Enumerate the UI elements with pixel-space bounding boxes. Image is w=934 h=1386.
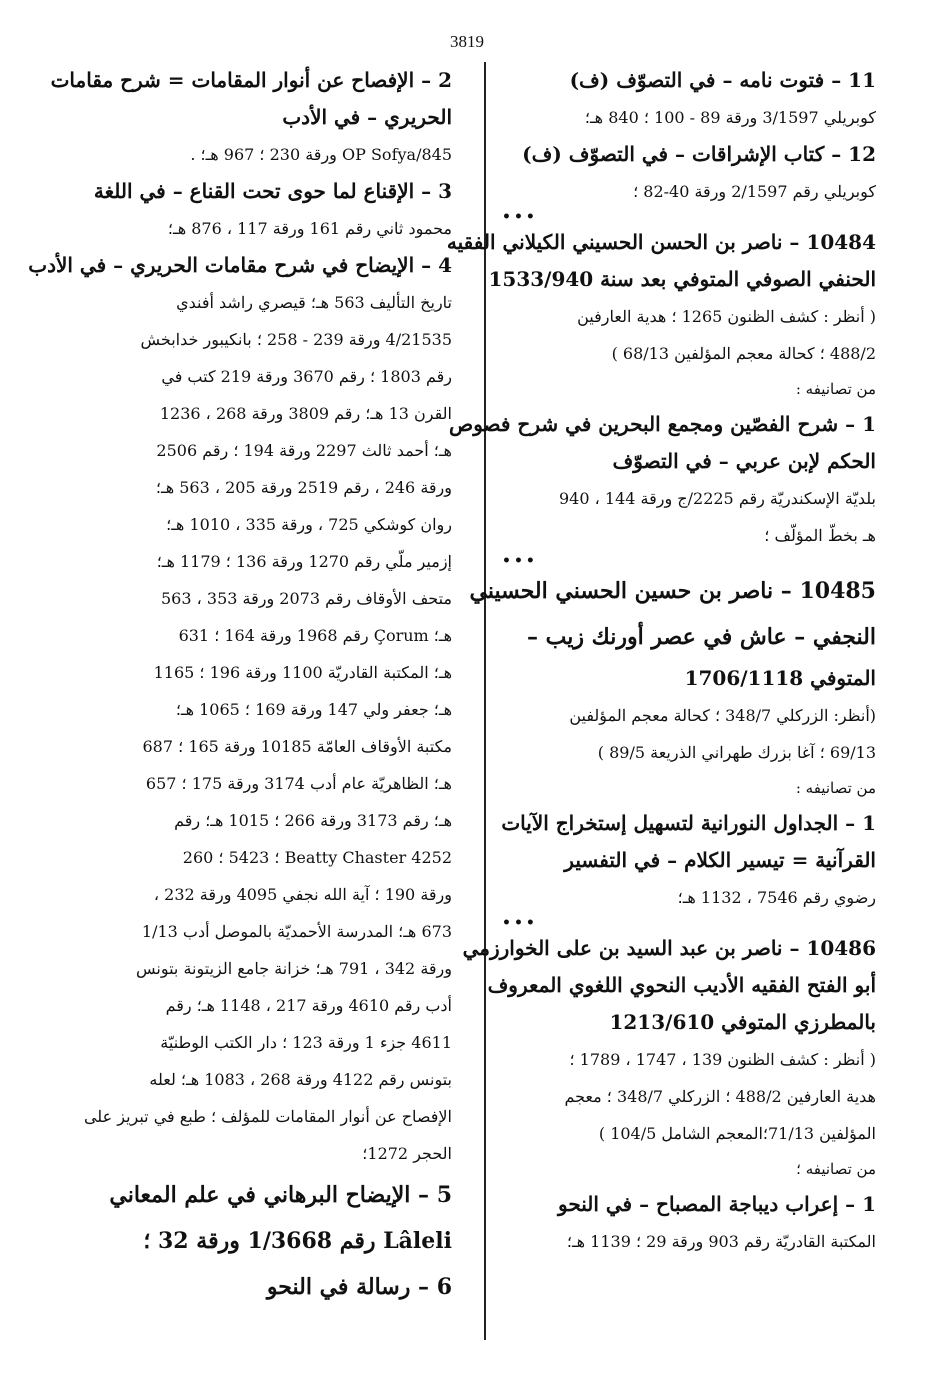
entry-text-line: ( أنظر : كشف الظنون 139 ، 1747 ، 1789 ؛ — [569, 1050, 876, 1069]
entry-text-line: كوبريلي رقم 2/1597 ورقة 40-82 ؛ — [633, 182, 876, 201]
separator-dots: ••• — [502, 553, 538, 569]
entry-heading-line: 4 – الإيضاح في شرح مقامات الحريري – في الأدب — [28, 253, 452, 277]
entry-text-line: هـ؛ Çorum رقم 1968 ورقة 164 ؛ 631 — [178, 626, 452, 645]
entry-text-line: هـ؛ الظاهريّة عام أدب 3174 ورقة 175 ؛ 657 — [145, 774, 452, 793]
entry-heading-line: الحريري – في الأدب — [282, 105, 452, 129]
entry-text-line: إزمير ملّي رقم 1270 ورقة 136 ؛ 1179 هـ؛ — [156, 552, 452, 571]
entry-heading-line: أبو الفتح الفقيه الأديب النحوي اللغوي المعروف — [487, 973, 876, 997]
entry-text-line: 673 هـ؛ المدرسة الأحمديّة بالموصل أدب 1/13 — [141, 922, 452, 941]
entry-text-line: 845/OP Sofya ورقة 230 ؛ 967 هـ؛ . — [190, 145, 452, 164]
entry-text-line: ورقة 342 ، 791 هـ؛ خزانة جامع الزيتونة بتونس — [135, 959, 452, 978]
entry-text-line: من تصانيفه : — [795, 380, 876, 398]
right-column — [446, 62, 876, 1260]
entry-heading-line: 1 – الجداول النورانية لتسهيل إستخراج الآيات — [501, 811, 876, 835]
entry-heading-line: 10486 – ناصر بن عبد السيد بن على الخوارزمي — [462, 936, 876, 960]
entry-text-line: من تصانيفه : — [795, 779, 876, 797]
entry-text-line: 488/2 ؛ كحالة معجم المؤلفين 68/13 ) — [611, 344, 876, 363]
entry-text-line: الإفصاح عن أنوار المقامات للمؤلف ؛ طبع في تبريز على — [83, 1107, 452, 1126]
entry-text-line: الحجر 1272؛ — [362, 1144, 452, 1163]
page-number: 3819 — [450, 32, 484, 51]
entry-text-line: هـ؛ أحمد ثالث 2297 ورقة 194 ؛ رقم 2506 — [156, 441, 452, 460]
separator-dots: ••• — [502, 209, 538, 225]
entry-text-line: ورقة 190 ؛ آية الله نجفي 4095 ورقة 232 ، — [153, 885, 452, 904]
separator-dots: ••• — [502, 915, 538, 931]
entry-text-line: روان كوشكي 725 ، ورقة 335 ، 1010 هـ؛ — [166, 515, 452, 534]
entry-text-line: هـ؛ رقم 3173 ورقة 266 ؛ 1015 هـ؛ رقم — [174, 811, 452, 830]
entry-text-line: بتونس رقم 4122 ورقة 268 ، 1083 هـ؛ لعله — [149, 1070, 452, 1089]
left-column — [28, 62, 452, 1310]
entry-text-line: محمود ثاني رقم 161 ورقة 117 ، 876 هـ؛ — [167, 219, 452, 238]
entry-heading-line: 5 – الإيضاح البرهاني في علم المعاني — [109, 1182, 452, 1208]
entry-heading-line: 2 – الإفصاح عن أنوار المقامات = شرح مقامات — [50, 68, 452, 92]
entry-heading-line: بالمطرزي المتوفي 1213/610 — [609, 1010, 876, 1034]
entry-text-line: كوبريلي 3/1597 ورقة 89 - 100 ؛ 840 هـ؛ — [584, 108, 876, 127]
entry-heading-line: النجفي – عاش في عصر أورنك زيب – — [527, 624, 876, 650]
entry-heading-line: 6 – رسالة في النحو — [266, 1274, 452, 1300]
entry-heading-line: 11 – فتوت نامه – في التصوّف (ف) — [569, 68, 876, 92]
entry-heading-line: 3 – الإقناع لما حوى تحت القناع – في اللغة — [93, 179, 452, 203]
entry-text-line: (أنظر: الزركلي 348/7 ؛ كحالة معجم المؤلفين — [569, 706, 876, 725]
entry-text-line: متحف الأوقاف رقم 2073 ورقة 353 ، 563 — [161, 589, 452, 608]
entry-text-line: من تصانيفه ؛ — [796, 1160, 876, 1178]
entry-text-line: المؤلفين 71/13؛المعجم الشامل 104/5 ) — [598, 1124, 876, 1143]
entry-text-line: 4611 جزء 1 ورقة 123 ؛ دار الكتب الوطنيّة — [160, 1033, 452, 1052]
entry-text-line: 4/21535 ورقة 239 - 258 ؛ بانكيبور خدابخش — [140, 330, 452, 349]
entry-heading-line: القرآنية = تيسير الكلام – في التفسير — [564, 848, 876, 872]
entry-text-line: رضوي رقم 7546 ، 1132 هـ؛ — [677, 888, 876, 907]
entry-text-line: تاريخ التأليف 563 هـ؛ قيصري راشد أفندي — [176, 293, 452, 312]
entry-text-line: رقم 1803 ؛ رقم 3670 ورقة 219 كتب في — [161, 367, 452, 386]
entry-text-line: هدية العارفين 488/2 ؛ الزركلي 348/7 ؛ معجم — [564, 1087, 876, 1106]
entry-text-line: ( أنظر : كشف الظنون 1265 ؛ هدية العارفين — [577, 307, 876, 326]
entry-heading-line: 1 – إعراب ديباجة المصباح – في النحو — [557, 1192, 876, 1216]
entry-heading-line: 1 – شرح الفصّين ومجمع البحرين في شرح فصوص — [449, 412, 876, 436]
entry-heading-line: 10484 – ناصر بن الحسن الحسيني الكيلاني الفقيه — [446, 230, 876, 254]
entry-text-line: المكتبة القادريّة رقم 903 ورقة 29 ؛ 1139 هـ؛ — [566, 1232, 876, 1251]
entry-text-line: بلديّة الإسكندريّة رقم 2225/ج ورقة 144 ، 940 — [559, 489, 876, 508]
entry-text-line: 4252 Beatty Chaster ؛ 5423 ؛ 260 — [182, 848, 452, 867]
entry-heading-line: 10485 – ناصر بن حسين الحسني الحسيني — [469, 578, 876, 604]
entry-heading-line: الحنفي الصوفي المتوفي بعد سنة 1533/940 — [488, 267, 876, 291]
entry-text-line: هـ بخطّ المؤلّف ؛ — [764, 526, 876, 545]
entry-text-line: أدب رقم 4610 ورقة 217 ، 1148 هـ؛ رقم — [165, 996, 452, 1015]
entry-text-line: ورقة 246 ، رقم 2519 ورقة 205 ، 563 هـ؛ — [155, 478, 452, 497]
entry-text-line: مكتبة الأوقاف العامّة 10185 ورقة 165 ؛ 687 — [142, 737, 452, 756]
entry-heading-line: الحكم لإبن عربي – في التصوّف — [612, 449, 876, 473]
entry-heading-line: المتوفي 1706/1118 — [684, 666, 876, 690]
entry-text-line: هـ؛ المكتبة القادريّة 1100 ورقة 196 ؛ 1165 — [153, 663, 452, 682]
entry-text-line: القرن 13 هـ؛ رقم 3809 ورقة 268 ، 1236 — [159, 404, 452, 423]
entry-heading-line: 12 – كتاب الإشراقات – في التصوّف (ف) — [522, 142, 876, 166]
entry-heading-line: Lâleli رقم 1/3668 ورقة 32 ؛ — [143, 1228, 452, 1254]
entry-text-line: 69/13 ؛ آغا بزرك طهراني الذريعة 89/5 ) — [597, 743, 876, 762]
entry-text-line: هـ؛ جعفر ولي 147 ورقة 169 ؛ 1065 هـ؛ — [175, 700, 452, 719]
